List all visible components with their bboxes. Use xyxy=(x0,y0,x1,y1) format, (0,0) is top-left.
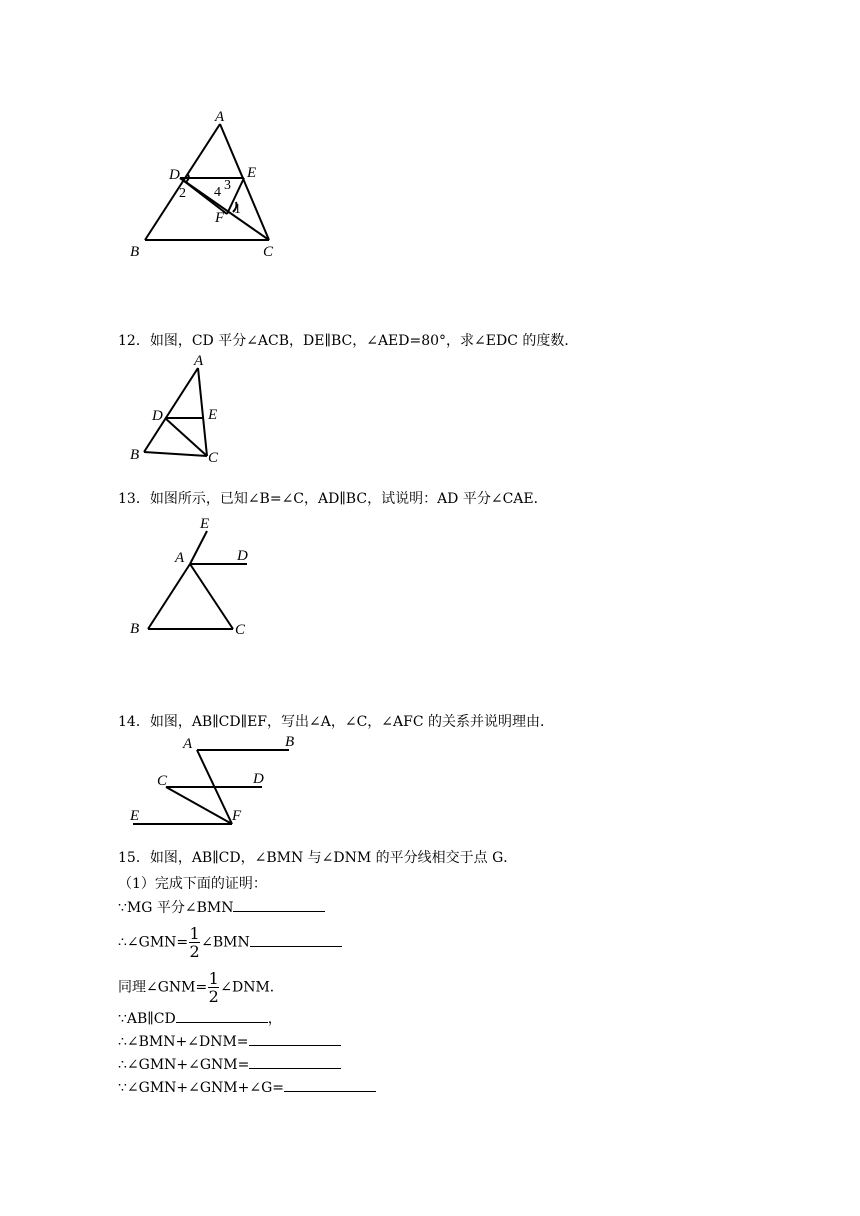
proof-step-4-comma: ， xyxy=(267,1011,282,1027)
fraction-one-half xyxy=(208,971,219,1004)
label-c: C xyxy=(263,244,274,260)
label-b: B xyxy=(285,734,295,750)
problem-14-text: 14．如图，AB∥CD∥EF，写出∠A，∠C，∠AFC 的关系并说明理由． xyxy=(118,714,555,730)
figure-14 xyxy=(120,732,310,828)
label-f: F xyxy=(232,808,242,824)
figure-13 xyxy=(120,512,260,642)
proof-step-7 xyxy=(118,1077,376,1098)
label-c: C xyxy=(235,622,246,638)
label-d: D xyxy=(152,408,163,424)
label-c: C xyxy=(157,773,168,789)
label-e: E xyxy=(130,808,140,824)
label-e: E xyxy=(200,516,210,532)
label-a: A xyxy=(175,550,185,566)
proof-step-4-text: ∵AB∥CD xyxy=(118,1011,176,1027)
label-f: F xyxy=(215,210,225,226)
angle-label-1: 1 xyxy=(234,202,241,217)
problem-15-text: 15．如图，AB∥CD，∠BMN 与∠DNM 的平分线相交于点 G． xyxy=(118,850,518,866)
figure-11 xyxy=(120,100,290,270)
label-e: E xyxy=(208,407,218,423)
answer-blank-6[interactable] xyxy=(284,1077,376,1092)
angle-label-4: 4 xyxy=(214,185,221,200)
proof-step-2 xyxy=(118,926,342,959)
proof-step-3-lead: 同理∠GNM= xyxy=(118,979,208,996)
label-d: D xyxy=(237,548,248,564)
problem-12-text: 12．如图，CD 平分∠ACB，DE∥BC，∠AED=80°，求∠EDC 的度数． xyxy=(118,333,579,349)
proof-step-4 xyxy=(118,1008,282,1029)
label-b: B xyxy=(130,244,140,260)
proof-step-5 xyxy=(118,1031,341,1052)
proof-step-3-tail: ∠DNM． xyxy=(220,979,284,996)
proof-step-5-text: ∴∠BMN+∠DNM= xyxy=(118,1034,249,1050)
label-e: E xyxy=(247,165,257,181)
answer-blank-3[interactable] xyxy=(176,1008,268,1023)
label-d: D xyxy=(253,771,264,787)
problem-15-part-1: （1）完成下面的证明： xyxy=(118,876,267,892)
label-d: D xyxy=(169,167,180,183)
angle-label-2: 2 xyxy=(179,186,186,201)
label-b: B xyxy=(130,621,140,637)
proof-step-1 xyxy=(118,897,325,918)
label-a: A xyxy=(194,353,204,369)
label-a: A xyxy=(183,736,193,752)
fraction-one-half xyxy=(189,926,200,959)
answer-blank-4[interactable] xyxy=(249,1031,341,1046)
label-a: A xyxy=(215,109,225,125)
answer-blank-2[interactable] xyxy=(250,932,342,947)
answer-blank-5[interactable] xyxy=(249,1054,341,1069)
problem-13-text: 13．如图所示，已知∠B=∠C，AD∥BC，试说明：AD 平分∠CAE． xyxy=(118,491,548,507)
fraction-numerator: 1 xyxy=(208,969,219,988)
figure-12 xyxy=(120,350,230,468)
proof-step-6-text: ∴∠GMN+∠GNM= xyxy=(118,1057,250,1073)
angle-label-3: 3 xyxy=(224,178,231,193)
proof-step-1-text: ∵MG 平分∠BMN xyxy=(118,900,234,916)
proof-step-3 xyxy=(118,971,284,1004)
fraction-denominator: 2 xyxy=(208,987,219,1006)
label-b: B xyxy=(130,447,140,463)
fraction-numerator: 1 xyxy=(189,924,200,943)
proof-step-7-text: ∵∠GMN+∠GNM+∠G= xyxy=(118,1080,285,1096)
answer-blank-1[interactable] xyxy=(233,897,325,912)
fraction-denominator: 2 xyxy=(189,942,200,961)
proof-step-6 xyxy=(118,1054,341,1075)
proof-step-2-tail: ∠BMN xyxy=(201,934,250,951)
proof-step-2-lead: ∴∠GMN= xyxy=(118,934,189,951)
label-c: C xyxy=(208,450,219,466)
